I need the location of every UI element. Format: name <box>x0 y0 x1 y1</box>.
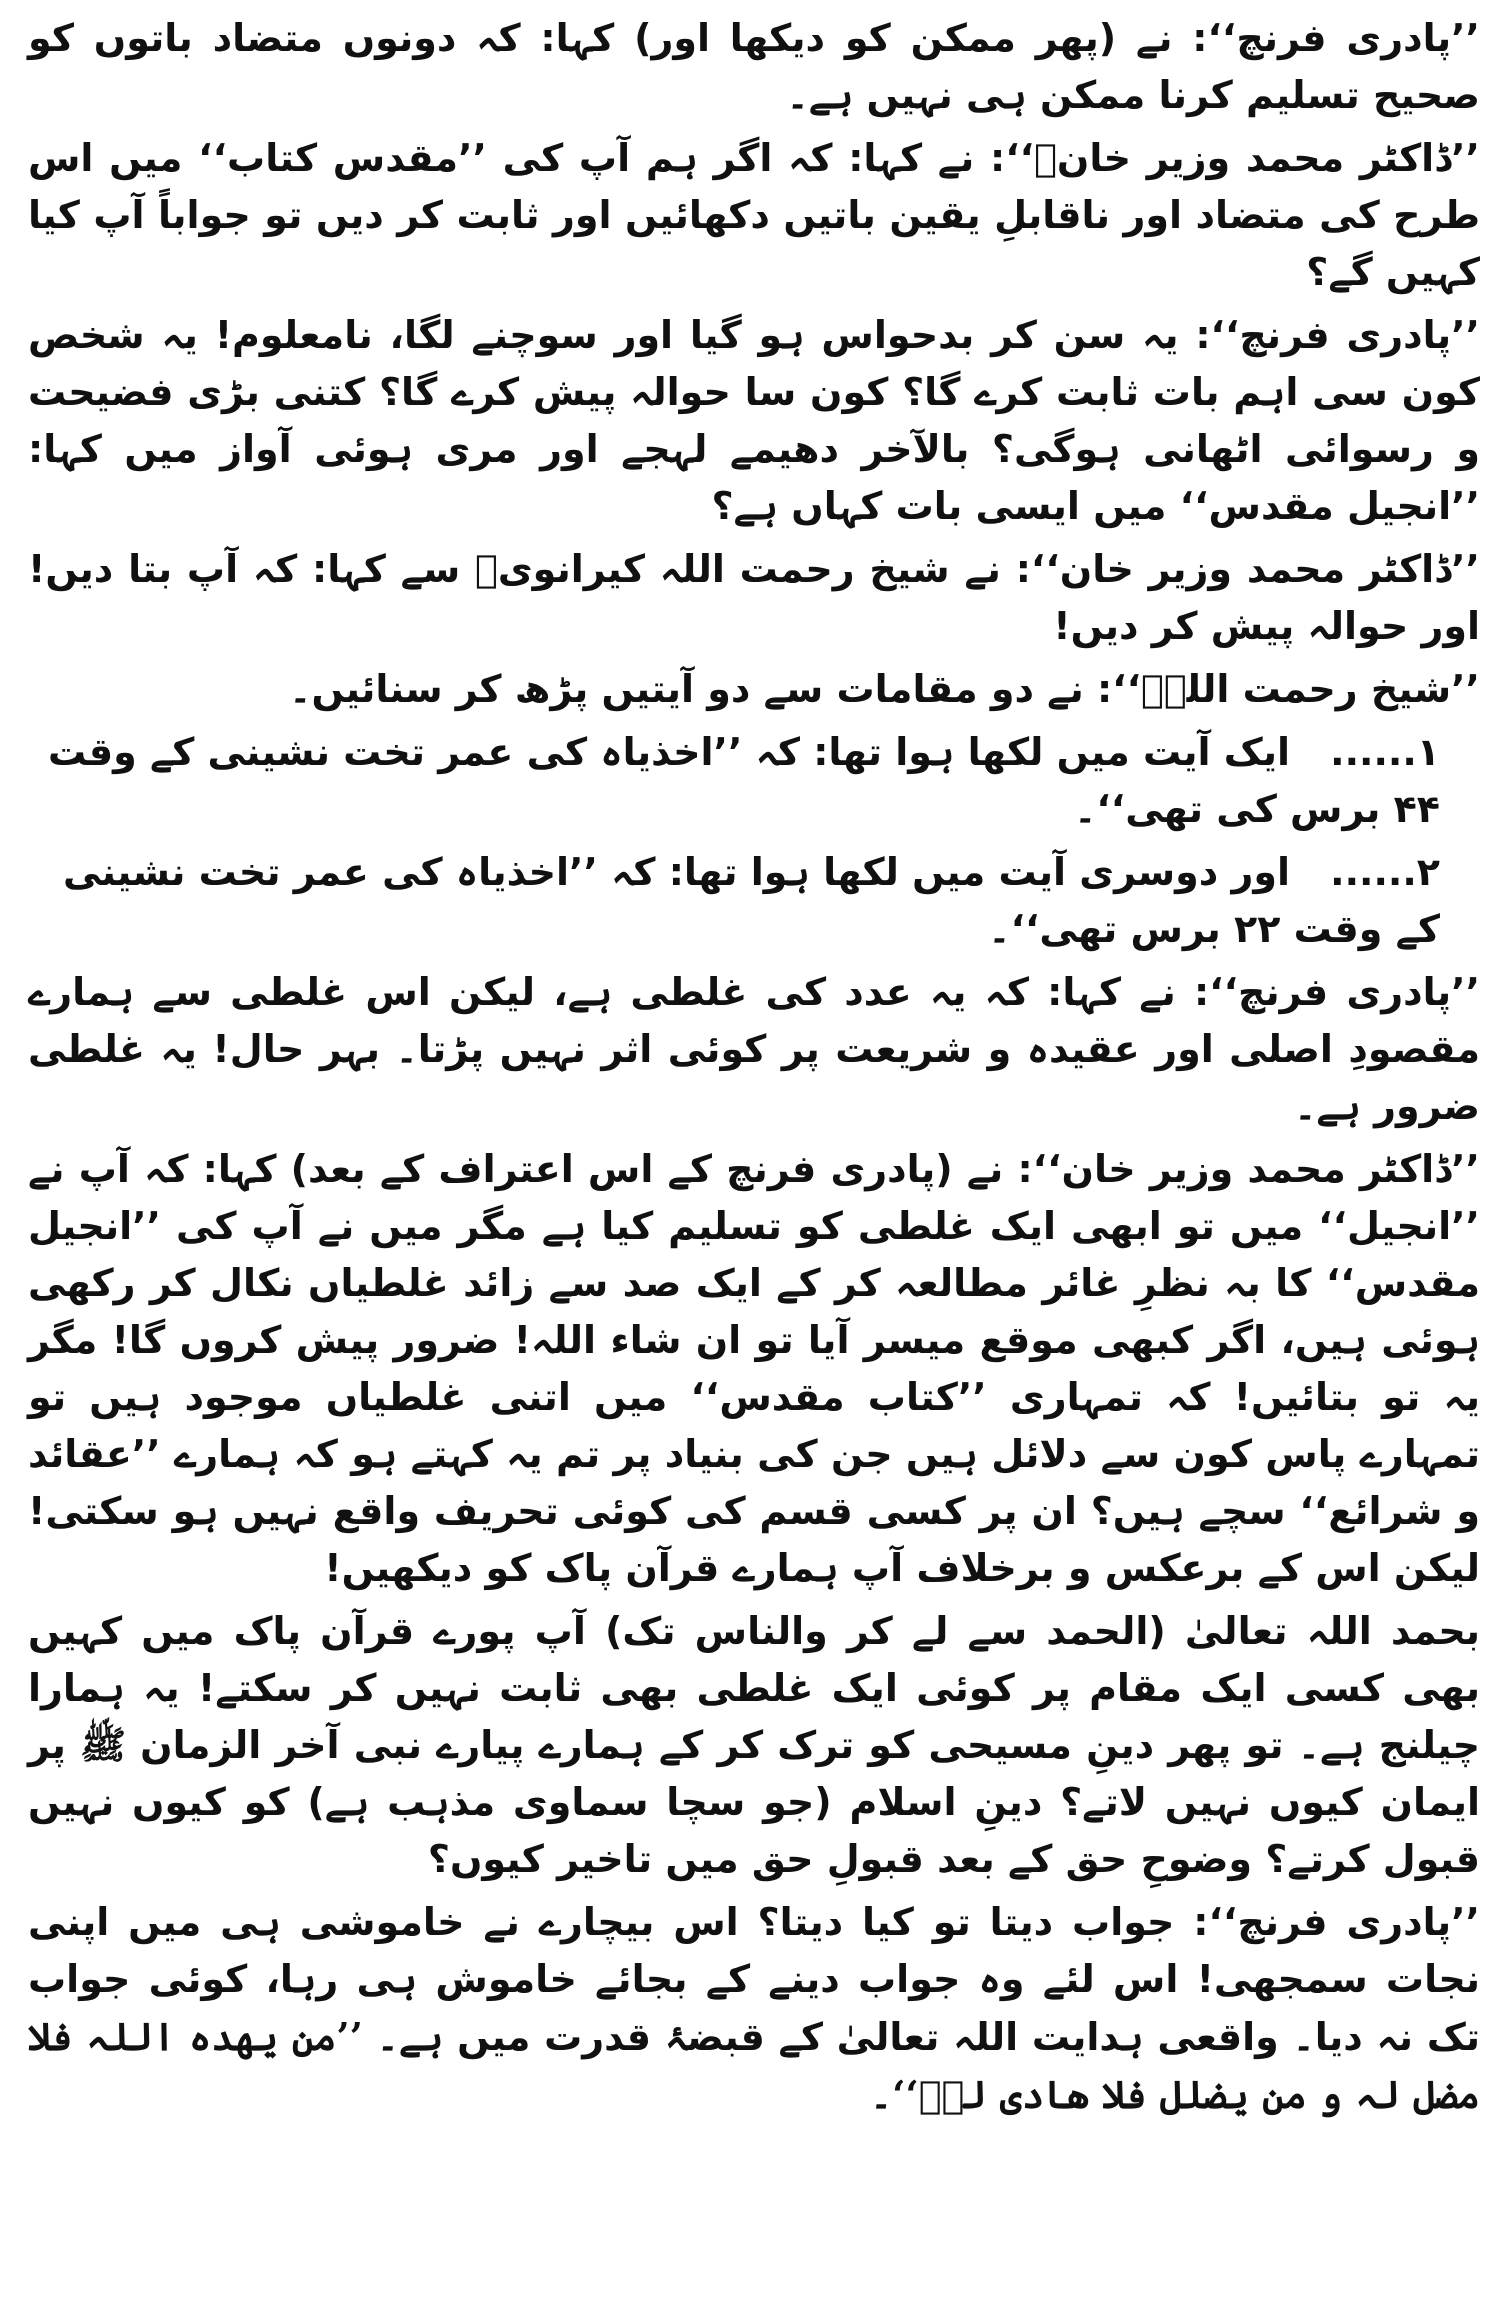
list-item-text: ایک آیت میں لکھا ہوا تھا: کہ ’’اخذیاہ کی عمر تخت نشینی کے وقت ۴۴ برس کی تھی‘‘۔ <box>48 730 1440 831</box>
list-item <box>28 844 1480 958</box>
paragraph-9-text: ’’پادری فرنچ‘‘: جواب دیتا تو کیا دیتا؟ اس بیچارے نے خاموشی ہی میں اپنی نجات سمجھی! اس لئے وہ جواب دینے کے بجائے خاموش ہی رہا، کوئی جواب تک نہ دیا۔ واقعی ہدایت اللہ تعالیٰ کے قبضۂ قدرت میں ہے۔ <box>28 1900 1480 2059</box>
paragraph-6: ’’پادری فرنچ‘‘: نے کہا: کہ یہ عدد کی غلطی ہے، لیکن اس غلطی سے ہمارے مقصودِ اصلی اور عقیدہ و شریعت پر کوئی اثر نہیں پڑتا۔ بہر حال! یہ غلطی ضرور ہے۔ <box>28 970 1480 1128</box>
paragraph-9 <box>28 1894 1480 2124</box>
paragraph-4: ’’ڈاکٹر محمد وزیر خان‘‘: نے شیخ رحمت اللہ کیرانویؒ سے کہا: کہ آپ بتا دیں! اور حوالہ پیش کر دیں! <box>28 547 1480 648</box>
paragraph-1: ’’پادری فرنچ‘‘: نے (پھر ممکن کو دیکھا اور) کہا: کہ دونوں متضاد باتوں کو صحیح تسلیم کرنا ممکن ہی نہیں ہے۔ <box>28 16 1480 117</box>
paragraph-2: ’’ڈاکٹر محمد وزیر خانؒ‘‘: نے کہا: کہ اگر ہم آپ کی ’’مقدس کتاب‘‘ میں اس طرح کی متضاد اور ناقابلِ یقین باتیں دکھائیں اور ثابت کر دیں تو جواباً آپ کیا کہیں گے؟ <box>28 136 1480 294</box>
list-item-number: ۲...... <box>1330 850 1440 894</box>
list-item <box>28 724 1480 838</box>
list-item-number: ۱...... <box>1330 730 1440 774</box>
paragraph-3: ’’پادری فرنچ‘‘: یہ سن کر بدحواس ہو گیا اور سوچنے لگا، نامعلوم! یہ شخص کون سی اہم بات ثابت کرے گا؟ کون سا حوالہ پیش کرے گا؟ کتنی بڑی فضیحت و رسوائی اٹھانی ہوگی؟ بالآخر دھیمے لہجے اور مری ہوئی آواز میں کہا: ’’انجیل مقدس‘‘ میں ایسی بات کہاں ہے؟ <box>28 313 1480 528</box>
paragraph-8: بحمد اللہ تعالیٰ (الحمد سے لے کر والناس تک) آپ پورے قرآن پاک میں کہیں بھی کسی ایک مقام پر کوئی ایک غلطی بھی ثابت نہیں کر سکتے! یہ ہمارا چیلنج ہے۔ تو پھر دینِ مسیحی کو ترک کر کے ہمارے پیارے نبی آخر الزمان ﷺ پر ایمان کیوں نہیں لاتے؟ دینِ اسلام (جو سچا سماوی مذہب ہے) کو کیوں نہیں قبول کرتے؟ وضوحِ حق کے بعد قبولِ حق میں تاخیر کیوں؟ <box>28 1609 1480 1881</box>
paragraph-5: ’’شیخ رحمت اللہؒ‘‘: نے دو مقامات سے دو آیتیں پڑھ کر سنائیں۔ <box>289 667 1480 711</box>
paragraph-7: ’’ڈاکٹر محمد وزیر خان‘‘: نے (پادری فرنچ کے اس اعتراف کے بعد) کہا: کہ آپ نے ’’انجیل‘‘ میں تو ابھی ایک غلطی کو تسلیم کیا ہے مگر میں نے آپ کی ’’انجیل مقدس‘‘ کا بہ نظرِ غائر مطالعہ کر کے ایک صد سے زائد غلطیاں نکال کر رکھی ہوئی ہیں، اگر کبھی موقع میسر آیا تو ان شاء اللہ! ضرور پیش کروں گا! مگر یہ تو بتائیں! کہ تمہاری ’’کتاب مقدس‘‘ میں اتنی غلطیاں موجود ہیں تو تمہارے پاس کون سے دلائل ہیں جن کی بنیاد پر تم یہ کہتے ہو کہ ہمارے ’’عقائد و شرائع‘‘ سچے ہیں؟ ان پر کسی قسم کی کوئی تحریف واقع نہیں ہو سکتی! لیکن اس کے برعکس و برخلاف آپ ہمارے قرآن پاک کو دیکھیں! <box>28 1147 1480 1590</box>
document-page <box>28 10 1480 2280</box>
list-item-text: اور دوسری آیت میں لکھا ہوا تھا: کہ ’’اخذیاہ کی عمر تخت نشینی کے وقت ۲۲ برس تھی‘‘۔ <box>63 850 1440 951</box>
closing-arabic-quote: ’’من یھدہ اللہ فلا مضل لہ و من یضلل فلا ھادی لہٗ‘‘۔ <box>28 2014 1480 2117</box>
